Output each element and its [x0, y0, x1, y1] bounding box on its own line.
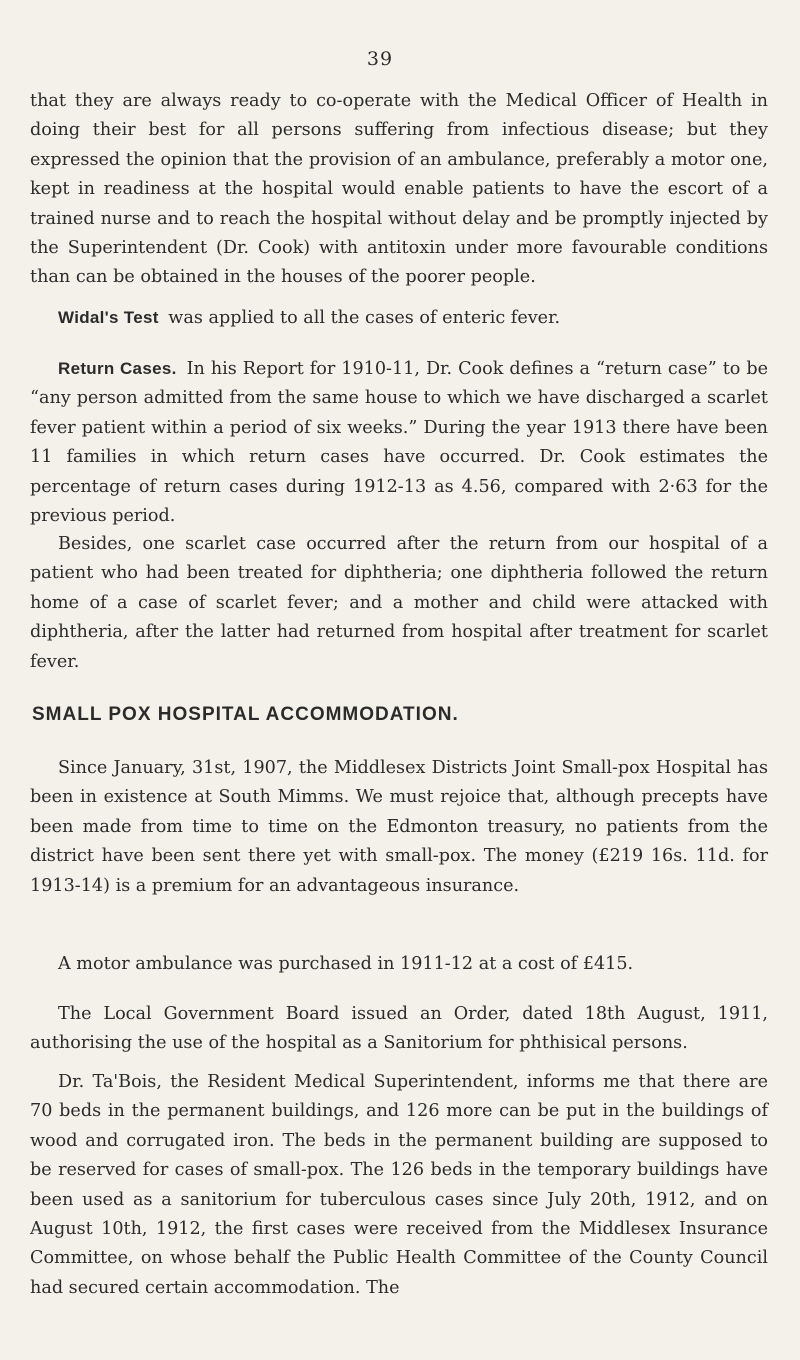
widal-paragraph	[30, 303, 768, 333]
small-pox-paragraph: Since January, 31st, 1907, the Middlesex Districts Joint Small-pox Hospital has been in existence at South Mimms. We must rejoice that, although precepts have been made from time to time on the Edmonton treasury, no patients from the district have been sent there yet with small-pox. The money (£219 16s. 11d. for 1913-14) is a premium for an advantageous insurance.	[30, 758, 768, 896]
lgb-order-paragraph: The Local Government Board issued an Order, dated 18th August, 1911, authorising the use of the hospital as a Sanitorium for phthisical persons.	[30, 1004, 768, 1054]
return-cases-paragraph	[30, 354, 768, 531]
motor-ambulance-paragraph: A motor ambulance was purchased in 1911-12 at a cost of £415.	[58, 954, 634, 974]
widal-text: was applied to all the cases of enteric fever.	[168, 308, 561, 328]
besides-paragraph: Besides, one scarlet case occurred after the return from our hospital of a patient who had been treated for diphtheria; one diphtheria followed the return home of a case of scarlet fever; and a mother and child were attacked with diphtheria, after the latter had returned from hospital after treatment for scarlet fever.	[30, 534, 768, 672]
page-number: 39	[366, 48, 394, 70]
widal-heading: Widal's Test	[58, 308, 159, 327]
superintendent-paragraph: Dr. Ta'Bois, the Resident Medical Superintendent, informs me that there are 70 beds in the permanent buildings, and 126 more can be put in the buildings of wood and corrugated iron. The beds in the permanent building are supposed to be reserved for cases of small-pox. The 126 beds in the temporary buildings have been used as a sanitorium for tuberculous cases since July 20th, 1912, and on August 10th, 1912, the first cases were received from the Middlesex Insurance Committee, on whose behalf the Public Health Committee of the County Council had secured certain accommodation. The	[30, 1072, 768, 1298]
return-cases-heading: Return Cases.	[58, 359, 177, 378]
return-cases-text: In his Report for 1910-11, Dr. Cook defines a “return case” to be “any person admitted from the same house to which we have discharged a scarlet fever patient within a period of six weeks.” During the year 1913 there have been 11 families in which return cases have occurred. Dr. Cook estimates the percentage of return cases during 1912-13 as 4.56, compared with 2·63 for the previous period.	[30, 359, 769, 527]
intro-paragraph: that they are always ready to co-operate with the Medical Officer of Health in doing their best for all persons suffering from infectious disease; but they expressed the opinion that the provision of an ambulance, preferably a motor one, kept in readiness at the hospital would enable patients to have the escort of a trained nurse and to reach the hospital without delay and be promptly injected by the Superintendent (Dr. Cook) with antitoxin under more favourable conditions than can be obtained in the houses of the poorer people.	[30, 91, 768, 288]
section-heading: SMALL POX HOSPITAL ACCOMMODATION.	[32, 704, 459, 725]
